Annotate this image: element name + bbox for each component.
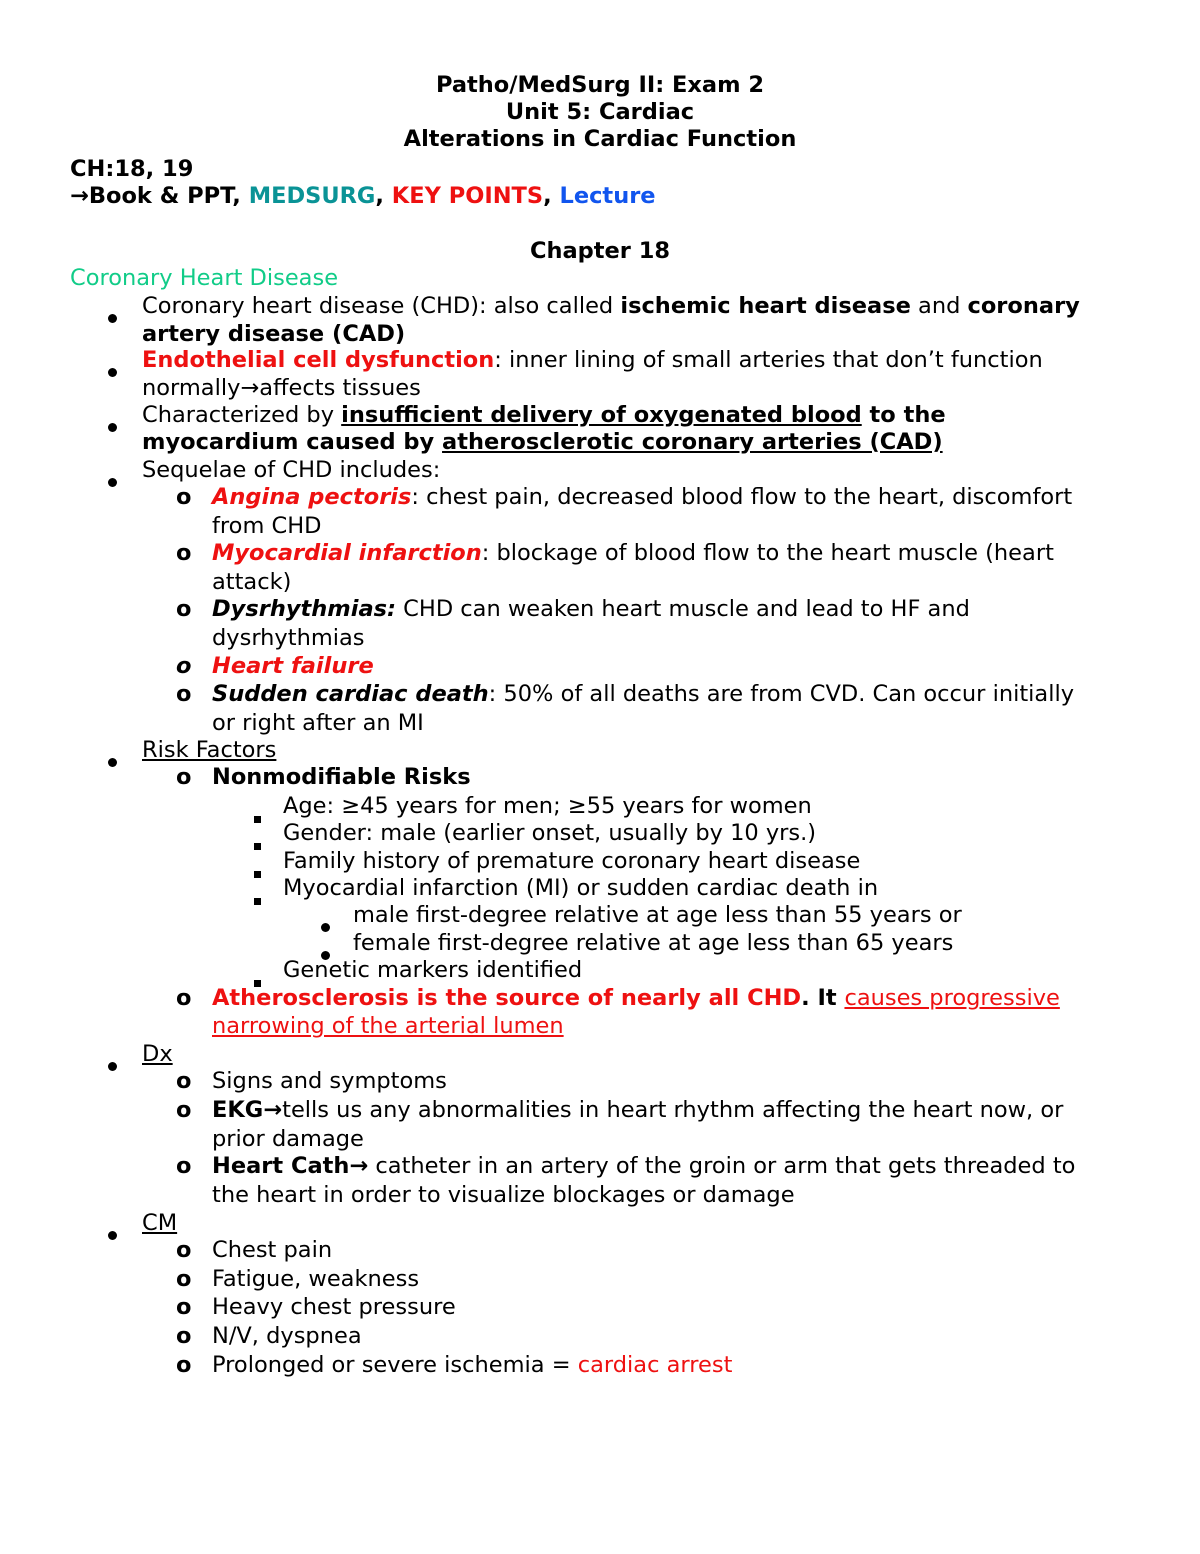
bullet-icon	[108, 423, 117, 432]
text: artery disease (CAD)	[142, 321, 406, 347]
bullet-icon	[108, 368, 117, 377]
text: the heart in order to visualize blockages or damage	[212, 1182, 795, 1208]
text: N/V, dyspnea	[212, 1323, 362, 1349]
text: Sudden cardiac death	[212, 681, 489, 707]
text: male first-degree relative at age less than 55 years or	[353, 902, 962, 928]
circle-bullet-icon: o	[176, 1097, 192, 1123]
bullet-icon	[108, 314, 117, 323]
text: EKG→	[212, 1097, 283, 1123]
bullet-icon	[108, 758, 117, 767]
text: catheter in an artery of the groin or arm that gets threaded to	[368, 1153, 1076, 1179]
header-title: Patho/MedSurg II: Exam 2	[435, 72, 765, 98]
text: tells us any abnormalities in heart rhythm affecting the heart now, or	[282, 1097, 1064, 1123]
square-bullet-icon	[254, 816, 261, 823]
legend-key-points: KEY POINTS	[391, 183, 544, 209]
chapter-heading: Chapter 18	[529, 238, 671, 264]
arrow-icon: →	[70, 183, 89, 209]
text: Risk Factors	[142, 737, 277, 763]
text: Angina pectoris	[212, 484, 412, 510]
text: Dysrhythmias:	[212, 596, 397, 622]
text: myocardium caused by	[142, 429, 443, 455]
text: or right after an MI	[212, 710, 424, 736]
text: Myocardial infarction (MI) or sudden cardiac death in	[283, 875, 879, 901]
circle-bullet-icon: o	[176, 985, 192, 1011]
square-bullet-icon	[254, 898, 261, 905]
text: CHD can weaken heart muscle and lead to HF and	[396, 596, 970, 622]
circle-bullet-icon: o	[176, 1294, 192, 1320]
text: and	[910, 293, 968, 319]
bullet-icon	[108, 1062, 117, 1071]
circle-bullet-icon: o	[176, 764, 192, 790]
circle-bullet-icon: o	[176, 653, 192, 679]
text: Heart Cath→	[212, 1153, 369, 1179]
circle-bullet-icon: o	[176, 1237, 192, 1263]
text: prior damage	[212, 1126, 364, 1152]
text: : 50% of all deaths are from CVD. Can occur initially	[488, 681, 1075, 707]
text: CM	[142, 1210, 178, 1236]
text: : blockage of blood flow to the heart muscle (heart	[481, 540, 1054, 566]
bullet-icon	[321, 923, 330, 932]
circle-bullet-icon: o	[176, 1323, 192, 1349]
header-unit: Unit 5: Cardiac	[505, 99, 695, 125]
text: Heavy chest pressure	[212, 1294, 456, 1320]
text: Age: ≥45 years for men; ≥55 years for women	[283, 793, 812, 819]
text: cardiac arrest	[577, 1352, 733, 1378]
legend-sep: ,	[375, 183, 392, 209]
text: atherosclerotic coronary arteries (CAD)	[442, 429, 943, 455]
document-header	[70, 72, 1130, 153]
text: Sequelae of CHD includes:	[142, 457, 441, 483]
legend-sep: ,	[543, 183, 560, 209]
color-legend	[70, 182, 656, 210]
text: Genetic markers identified	[283, 957, 583, 983]
text: : inner lining of small arteries that don’t function	[494, 347, 1043, 373]
text: dysrhythmias	[212, 625, 365, 651]
text: . It	[801, 985, 845, 1011]
circle-bullet-icon: o	[176, 596, 192, 622]
circle-bullet-icon: o	[176, 1068, 192, 1094]
text: Nonmodifiable Risks	[212, 764, 471, 790]
text: Dx	[142, 1041, 173, 1067]
chapters-line: CH:18, 19	[70, 156, 194, 182]
text: normally→affects tissues	[142, 375, 421, 401]
text: coronary	[967, 293, 1080, 319]
legend-sep: ,	[232, 183, 249, 209]
legend-medsurg: MEDSURG	[248, 183, 376, 209]
text: : chest pain, decreased blood flow to the heart, discomfort	[411, 484, 1073, 510]
text: ischemic heart disease	[620, 293, 911, 319]
section-heading: Coronary Heart Disease	[70, 265, 339, 291]
text: from CHD	[212, 513, 322, 539]
text: Myocardial infarction	[212, 540, 482, 566]
circle-bullet-icon: o	[176, 1153, 192, 1179]
square-bullet-icon	[254, 843, 261, 850]
legend-book: Book & PPT	[88, 183, 233, 209]
text: Atherosclerosis is the source of nearly all CHD	[212, 985, 802, 1011]
circle-bullet-icon: o	[176, 540, 192, 566]
text: Heart failure	[212, 653, 374, 679]
circle-bullet-icon: o	[176, 1266, 192, 1292]
text: causes progressive	[844, 985, 1060, 1011]
text: female first-degree relative at age less than 65 years	[353, 930, 954, 956]
circle-bullet-icon: o	[176, 484, 192, 510]
text: to the	[861, 402, 946, 428]
text: Characterized by	[142, 402, 342, 428]
text: Chest pain	[212, 1237, 333, 1263]
text: Endothelial cell dysfunction	[142, 347, 495, 373]
text: Signs and symptoms	[212, 1068, 447, 1094]
header-subtitle: Alterations in Cardiac Function	[403, 126, 797, 152]
text: attack)	[212, 569, 292, 595]
legend-lecture: Lecture	[559, 183, 656, 209]
bullet-icon	[108, 478, 117, 487]
text: Coronary heart disease (CHD): also called	[142, 293, 621, 319]
circle-bullet-icon: o	[176, 1352, 192, 1378]
text: Fatigue, weakness	[212, 1266, 420, 1292]
text: Prolonged or severe ischemia =	[212, 1352, 578, 1378]
text: narrowing of the arterial lumen	[212, 1013, 564, 1039]
square-bullet-icon	[254, 871, 261, 878]
bullet-icon	[108, 1231, 117, 1240]
text: Gender: male (earlier onset, usually by 10 yrs.)	[283, 820, 817, 846]
text: insufficient delivery of oxygenated blood	[341, 402, 862, 428]
text: Family history of premature coronary heart disease	[283, 848, 861, 874]
circle-bullet-icon: o	[176, 681, 192, 707]
